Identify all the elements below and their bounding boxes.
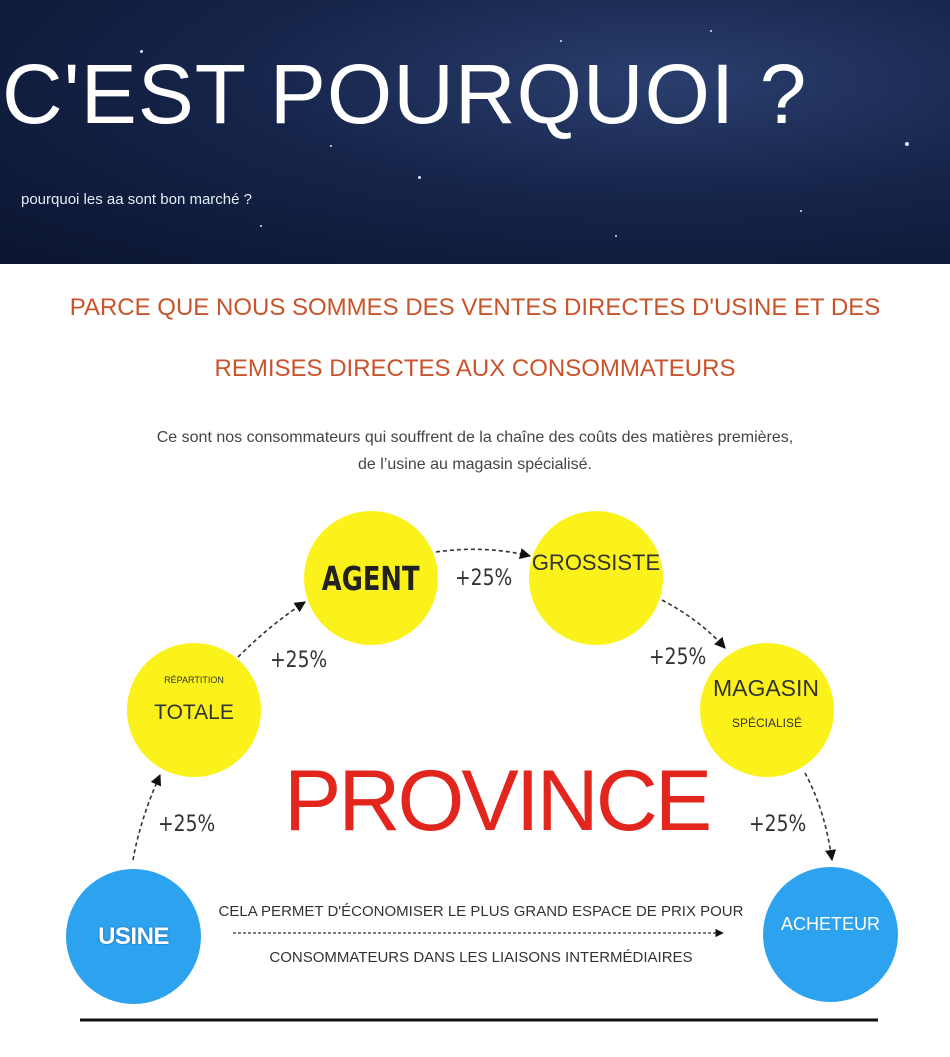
node-acheteur-label: ACHETEUR [780,914,880,934]
arrow-grossiste-magasin [662,600,725,648]
node-repartition-small-label: RÉPARTITION [164,675,224,685]
markup-grossiste-magasin: +25% [649,645,707,670]
bottom-caption-line-2: CONSOMMATEURS DANS LES LIAISONS INTERMÉDIAIRES [269,949,693,966]
arrow-usine-repartition [133,775,160,860]
province-word: PROVINCE [284,753,710,849]
markup-agent-grossiste: +25% [455,566,513,591]
intro-line-1: Ce sont nos consommateurs qui souffrent de la chaîne des coûts des matières premières, [156,429,794,446]
node-agent [304,511,438,645]
markup-usine-repartition: +25% [158,812,216,837]
node-grossiste-label: GROSSISTE [531,550,661,575]
markup-magasin-acheteur: +25% [749,812,807,837]
page-subtitle: pourquoi les aa sont bon marché ? [21,191,252,208]
node-acheteur [763,867,898,1002]
node-repartition-label: TOTALE [154,701,234,724]
node-usine-label: USINE [98,922,169,950]
arrow-magasin-acheteur [805,773,832,860]
page-title: C'EST POURQUOI ? [2,47,808,141]
markup-repartition-agent: +25% [270,648,328,673]
node-magasin-small-label: SPÉCIALISÉ [731,715,803,730]
supply-chain-diagram [0,490,950,1057]
node-usine [66,869,201,1004]
headline-line-2: REMISES DIRECTES AUX CONSOMMATEURS [214,355,736,382]
intro-line-2: de l’usine au magasin spécialisé. [358,456,592,473]
arrow-agent-grossiste [436,549,530,556]
headline-line-1: PARCE QUE NOUS SOMMES DES VENTES DIRECTES D'USINE ET DES [69,294,881,321]
node-magasin-label: MAGASIN [712,674,820,701]
node-grossiste [529,511,663,645]
node-magasin [700,643,834,777]
bottom-caption-line-1: CELA PERMET D'ÉCONOMISER LE PLUS GRAND ESPACE DE PRIX POUR [218,903,744,920]
node-repartition [127,643,261,777]
node-agent-label: AGENT [322,558,420,598]
intro-text [0,424,950,478]
hero-banner [0,0,950,264]
